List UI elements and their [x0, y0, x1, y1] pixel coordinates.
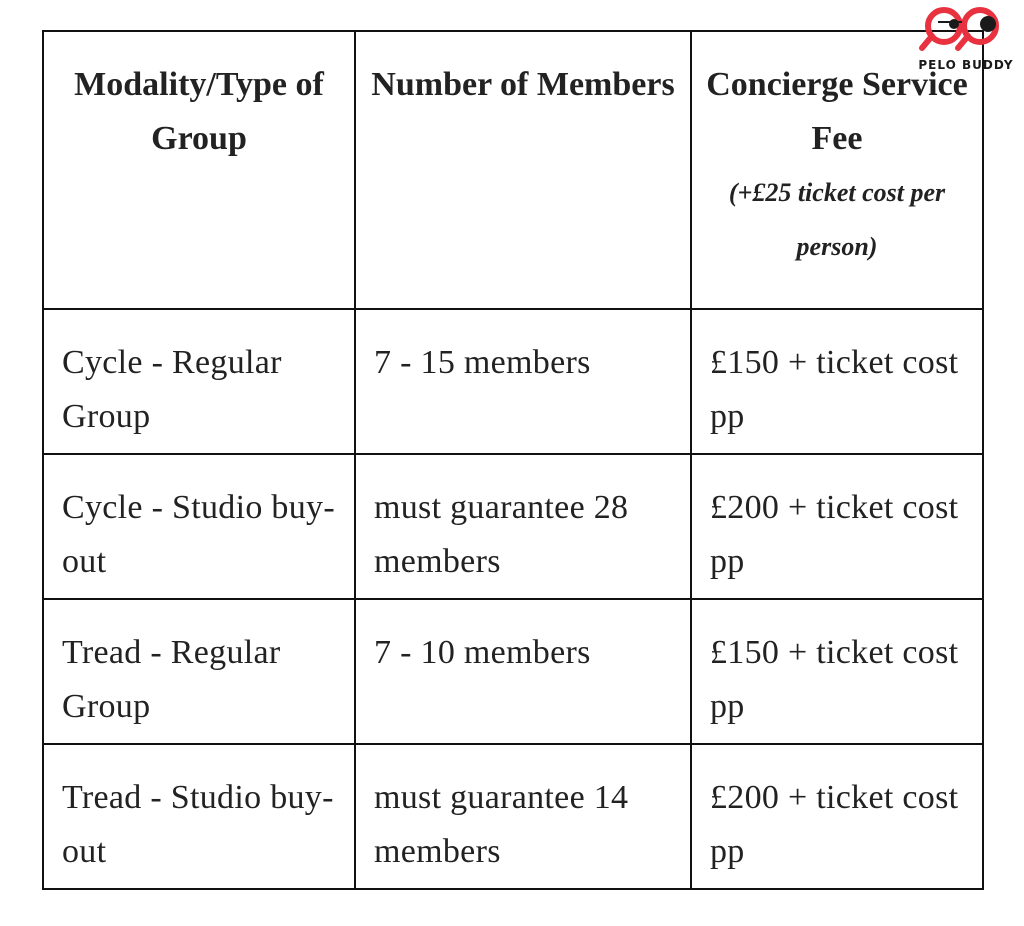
cell-members: must guarantee 14 members: [355, 744, 691, 889]
cell-modality: Tread - Regular Group: [43, 599, 355, 744]
cell-fee: £200 + ticket cost pp: [691, 744, 983, 889]
cell-modality: Cycle - Regular Group: [43, 309, 355, 454]
cell-members: must guarantee 28 members: [355, 454, 691, 599]
table-row: [43, 309, 983, 454]
cell-fee: £150 + ticket cost pp: [691, 599, 983, 744]
cell-fee: £200 + ticket cost pp: [691, 454, 983, 599]
header-modality-label: Modality/Type of Group: [74, 66, 324, 157]
cell-modality: Cycle - Studio buy-out: [43, 454, 355, 599]
pelo-buddy-logo: [908, 4, 1024, 76]
header-fee-note: (+£25 ticket cost per person): [728, 178, 946, 261]
table-row: [43, 744, 983, 889]
pelo-buddy-logo-icon: [908, 4, 1024, 58]
cell-modality: Tread - Studio buy-out: [43, 744, 355, 889]
concierge-fee-table: [42, 30, 984, 890]
pelo-buddy-logo-text: PELO BUDDY: [918, 58, 1014, 72]
cell-fee: £150 + ticket cost pp: [691, 309, 983, 454]
table-row: [43, 454, 983, 599]
header-modality: [43, 31, 355, 309]
cell-members: 7 - 15 members: [355, 309, 691, 454]
table-row: [43, 599, 983, 744]
header-members: [355, 31, 691, 309]
header-members-label: Number of Members: [371, 66, 675, 103]
cell-members: 7 - 10 members: [355, 599, 691, 744]
table-header-row: [43, 31, 983, 309]
header-fee-label: Concierge Service Fee: [706, 66, 968, 157]
